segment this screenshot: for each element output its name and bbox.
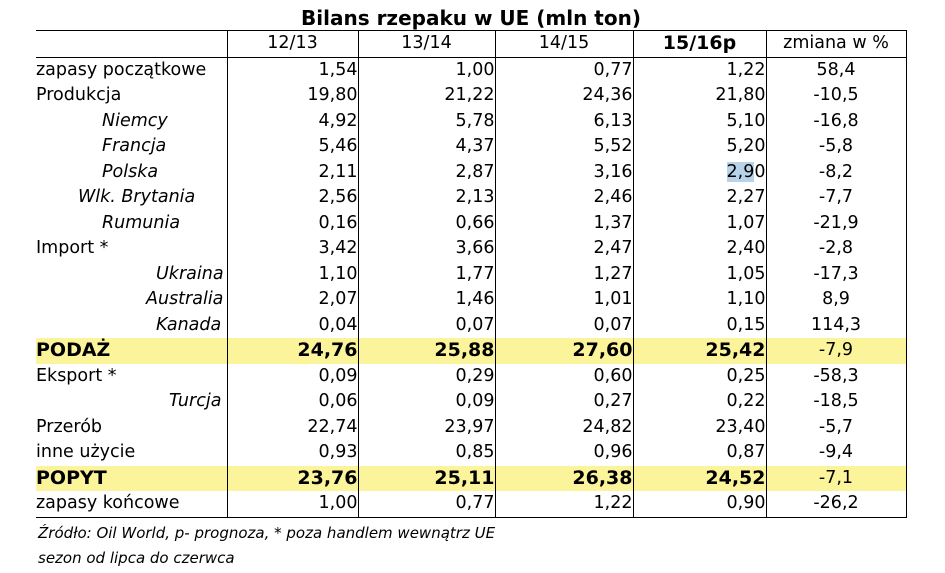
cell-change: 58,4 [766, 57, 906, 83]
cell-value: 5,78 [358, 109, 495, 135]
cell-value: 4,92 [227, 109, 358, 135]
col-header-13-14: 13/14 [358, 31, 495, 58]
table-row [36, 440, 906, 466]
cell-value-selected[interactable] [633, 160, 766, 186]
row-label: inne użycie [36, 442, 136, 463]
table-row [36, 236, 906, 262]
cell-value: 0,06 [227, 389, 358, 415]
row-label: Francja [102, 136, 167, 157]
row-label: Ukraina [156, 263, 224, 284]
cell-change: -5,7 [766, 415, 906, 441]
table-row [36, 287, 906, 313]
cell-value: 2,13 [358, 185, 495, 211]
cell-value: 25,11 [358, 466, 495, 492]
cell-change: -2,8 [766, 236, 906, 262]
cell-change: -10,5 [766, 83, 906, 109]
row-label: Import * [36, 238, 109, 259]
cell-value: 26,38 [495, 466, 633, 492]
col-header-12-13: 12/13 [227, 31, 358, 58]
row-label: PODAŻ [36, 338, 227, 364]
cell-value: 1,77 [358, 262, 495, 288]
row-label: Produkcja [36, 85, 122, 106]
cell-value: 1,46 [358, 287, 495, 313]
table-row [36, 262, 906, 288]
cell-change: -7,9 [766, 338, 906, 364]
row-label: Turcja [169, 391, 222, 412]
cell-value: 2,87 [358, 160, 495, 186]
cell-value: 5,20 [633, 134, 766, 160]
row-label: Australia [146, 289, 224, 310]
cell-value: 0,93 [227, 440, 358, 466]
row-label: POPYT [36, 466, 227, 492]
cell-value-rest: 0 [754, 161, 766, 182]
table-title: Bilans rzepaku w UE (mln ton) [301, 6, 641, 30]
cell-value: 27,60 [495, 338, 633, 364]
cell-value: 0,27 [495, 389, 633, 415]
cell-value: 2,07 [227, 287, 358, 313]
cell-value: 1,07 [633, 211, 766, 237]
cell-value: 1,54 [227, 57, 358, 83]
cell-value: 0,87 [633, 440, 766, 466]
cell-value: 24,82 [495, 415, 633, 441]
cell-value: 6,13 [495, 109, 633, 135]
cell-value: 22,74 [227, 415, 358, 441]
row-label: Przerób [36, 416, 103, 437]
cell-value: 0,66 [358, 211, 495, 237]
cell-change: -58,3 [766, 364, 906, 390]
cell-change: -7,1 [766, 466, 906, 492]
cell-value: 2,56 [227, 185, 358, 211]
cell-value: 0,09 [358, 389, 495, 415]
cell-value: 0,29 [358, 364, 495, 390]
cell-value: 1,01 [495, 287, 633, 313]
cell-value: 1,00 [358, 57, 495, 83]
cell-value: 1,22 [495, 491, 633, 517]
cell-change: -9,4 [766, 440, 906, 466]
table-row [36, 313, 906, 339]
cell-value: 2,47 [495, 236, 633, 262]
col-header-15-16p: 15/16p [633, 31, 766, 58]
cell-value: 5,10 [633, 109, 766, 135]
cell-value: 24,52 [633, 466, 766, 492]
cell-value: 0,77 [358, 491, 495, 517]
cell-change: -7,7 [766, 185, 906, 211]
header-row [36, 31, 906, 58]
cell-value: 25,42 [633, 338, 766, 364]
cell-change: -16,8 [766, 109, 906, 135]
row-label: Rumunia [102, 212, 181, 233]
row-label: Kanada [156, 314, 222, 335]
row-label: Polska [102, 161, 159, 182]
cell-value: 0,96 [495, 440, 633, 466]
cell-value: 3,42 [227, 236, 358, 262]
season-footnote: sezon od lipca do czerwca [38, 549, 235, 567]
cell-value: 5,52 [495, 134, 633, 160]
table-row [36, 109, 906, 135]
cell-value: 0,04 [227, 313, 358, 339]
cell-value: 21,80 [633, 83, 766, 109]
source-footnote: Źródło: Oil World, p- prognoza, * poza handlem wewnątrz UE [38, 524, 496, 542]
cell-value: 0,90 [633, 491, 766, 517]
cell-value: 3,66 [358, 236, 495, 262]
table-row [36, 160, 906, 186]
text-selection: 2,9 [726, 161, 755, 182]
cell-change: -21,9 [766, 211, 906, 237]
cell-value: 0,07 [495, 313, 633, 339]
cell-value: 2,11 [227, 160, 358, 186]
cell-change: -18,5 [766, 389, 906, 415]
table-row [36, 415, 906, 441]
table-row-supply [36, 338, 906, 364]
balance-table [36, 30, 907, 518]
cell-value: 24,36 [495, 83, 633, 109]
cell-value: 25,88 [358, 338, 495, 364]
cell-change: -5,8 [766, 134, 906, 160]
table-row [36, 83, 906, 109]
cell-value: 0,16 [227, 211, 358, 237]
cell-value: 1,00 [227, 491, 358, 517]
row-label: zapasy końcowe [36, 491, 227, 517]
row-label: Wlk. Brytania [78, 187, 196, 208]
cell-value: 23,97 [358, 415, 495, 441]
table-row [36, 185, 906, 211]
cell-value: 0,07 [358, 313, 495, 339]
cell-change: 114,3 [766, 313, 906, 339]
cell-change: -26,2 [766, 491, 906, 517]
col-header-14-15: 14/15 [495, 31, 633, 58]
cell-change: 8,9 [766, 287, 906, 313]
row-label: Niemcy [102, 110, 168, 131]
cell-value: 1,10 [227, 262, 358, 288]
cell-value: 1,05 [633, 262, 766, 288]
cell-change: -17,3 [766, 262, 906, 288]
cell-value: 0,25 [633, 364, 766, 390]
cell-value: 19,80 [227, 83, 358, 109]
cell-value: 2,40 [633, 236, 766, 262]
cell-value: 0,85 [358, 440, 495, 466]
cell-value: 1,37 [495, 211, 633, 237]
table-row [36, 134, 906, 160]
table-row [36, 211, 906, 237]
row-label: Eksport * [36, 365, 117, 386]
cell-value: 0,60 [495, 364, 633, 390]
cell-value: 21,22 [358, 83, 495, 109]
cell-value: 2,27 [633, 185, 766, 211]
row-label: zapasy początkowe [36, 59, 207, 80]
cell-value: 4,37 [358, 134, 495, 160]
table-row [36, 389, 906, 415]
cell-value: 2,46 [495, 185, 633, 211]
cell-value: 0,09 [227, 364, 358, 390]
cell-value: 3,16 [495, 160, 633, 186]
cell-value: 23,40 [633, 415, 766, 441]
cell-value: 5,46 [227, 134, 358, 160]
cell-value: 1,27 [495, 262, 633, 288]
cell-value: 0,22 [633, 389, 766, 415]
cell-value: 24,76 [227, 338, 358, 364]
cell-value: 1,22 [633, 57, 766, 83]
table-row [36, 364, 906, 390]
cell-change: -8,2 [766, 160, 906, 186]
table-row [36, 491, 906, 517]
table-row [36, 57, 906, 83]
cell-value: 0,77 [495, 57, 633, 83]
table-row-demand [36, 466, 906, 492]
cell-value: 23,76 [227, 466, 358, 492]
header-corner [36, 31, 227, 58]
col-header-change: zmiana w % [766, 31, 906, 58]
cell-value: 0,15 [633, 313, 766, 339]
cell-value: 1,10 [633, 287, 766, 313]
